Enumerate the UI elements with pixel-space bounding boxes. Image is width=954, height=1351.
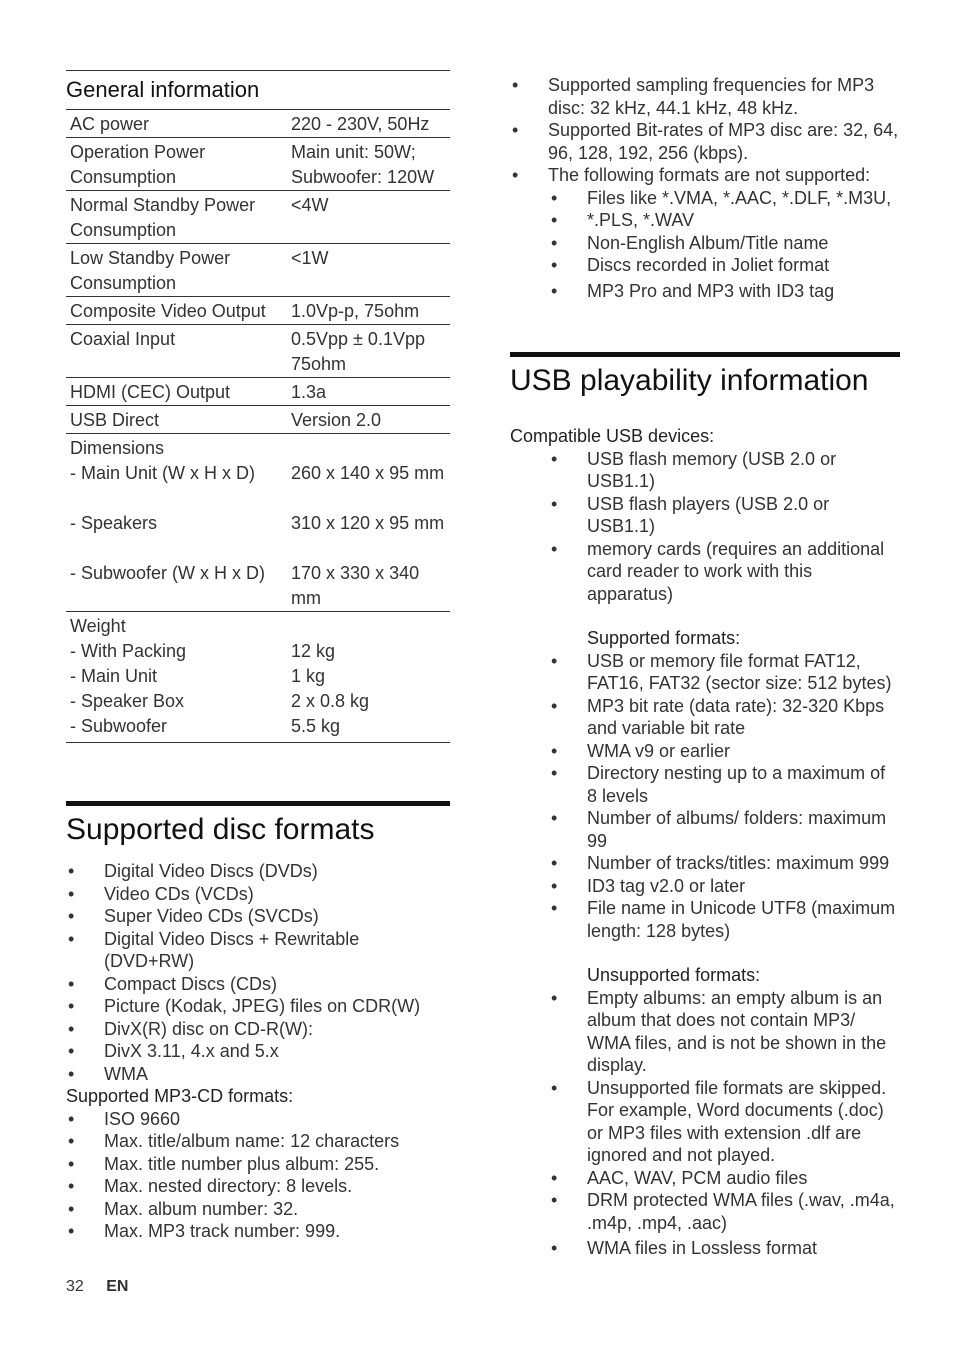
weight-value: 1 kg: [291, 666, 326, 686]
spec-key: Normal Standby Power Consumption: [70, 195, 256, 240]
compatible-usb-list: [510, 448, 900, 606]
list-item: • AAC, WAV, PCM audio files: [510, 1167, 900, 1190]
list-item: • Picture (Kodak, JPEG) files on CDR(W): [66, 995, 450, 1018]
list-item: • Super Video CDs (SVCDs): [66, 905, 450, 928]
list-item: • Non-English Album/Title name: [510, 232, 900, 255]
spec-key: AC power: [70, 114, 150, 134]
disc-formats-heading: Supported disc formats: [66, 813, 375, 846]
dim-speakers-value: 310 x 120 x 95 mm: [291, 513, 445, 533]
list-item: • Digital Video Discs (DVDs): [66, 860, 450, 883]
spec-key: Low Standby Power Consumption: [70, 248, 231, 293]
table-row: [66, 325, 450, 378]
list-item: • WMA files in Lossless format: [510, 1237, 900, 1260]
spec-value: <1W: [291, 248, 329, 268]
list-item: • Video CDs (VCDs): [66, 883, 450, 906]
supported-formats-head: Supported formats:: [587, 628, 741, 648]
list-item: • Number of tracks/titles: maximum 999: [510, 852, 900, 875]
dim-main-value: 260 x 140 x 95 mm: [291, 463, 445, 483]
list-item: • MP3 Pro and MP3 with ID3 tag: [510, 280, 900, 303]
usb-heading: USB playability information: [510, 364, 869, 397]
spec-key: Coaxial Input: [70, 329, 176, 349]
list-item: • The following formats are not supported:: [510, 164, 900, 187]
table-row: [66, 406, 450, 434]
table-row: [66, 138, 450, 191]
list-item: • DRM protected WMA files (.wav, .m4a, .m4p, .mp4, .aac): [510, 1189, 900, 1234]
list-item: • *.PLS, *.WAV: [510, 209, 900, 232]
weight-key: - Main Unit: [70, 666, 158, 686]
language-code: EN: [106, 1278, 129, 1295]
unsupported-formats-head: Unsupported formats:: [587, 965, 761, 985]
disc-formats-list: [66, 860, 450, 1085]
list-item: • USB flash players (USB 2.0 or USB1.1): [510, 493, 900, 538]
spec-table: [66, 109, 450, 743]
general-information-title: General information: [66, 70, 450, 109]
heading-rule: [66, 801, 450, 806]
spec-key: USB Direct: [70, 410, 160, 430]
table-row: [66, 378, 450, 406]
mp3-cd-formats-head: Supported MP3-CD formats:: [66, 1086, 294, 1106]
table-row-weight: [66, 612, 450, 743]
heading-rule: [510, 352, 900, 357]
list-item: • Directory nesting up to a maximum of 8 levels: [510, 762, 900, 807]
list-item: • memory cards (requires an additional card reader to work with this apparatus): [510, 538, 900, 606]
spec-value: 220 - 230V, 50Hz: [291, 114, 430, 134]
spec-key: HDMI (CEC) Output: [70, 382, 231, 402]
list-item: • Number of albums/ folders: maximum 99: [510, 807, 900, 852]
list-item: • Max. nested directory: 8 levels.: [66, 1175, 450, 1198]
right-column: [510, 74, 900, 1260]
list-item: • USB or memory file format FAT12, FAT16, FAT32 (sector size: 512 bytes): [510, 650, 900, 695]
list-item: • MP3 bit rate (data rate): 32-320 Kbps and variable bit rate: [510, 695, 900, 740]
table-row: [66, 244, 450, 297]
weight-key: - Speaker Box: [70, 691, 185, 711]
dim-main-key: - Main Unit (W x H x D): [70, 463, 256, 483]
list-item: • File name in Unicode UTF8 (maximum length: 128 bytes): [510, 897, 900, 942]
list-item: • Max. title number plus album: 255.: [66, 1153, 450, 1176]
list-item: • Files like *.VMA, *.AAC, *.DLF, *.M3U,: [510, 187, 900, 210]
supported-formats-list: [510, 650, 900, 943]
list-item: • Max. MP3 track number: 999.: [66, 1220, 450, 1243]
weight-label: Weight: [70, 616, 126, 636]
table-row-dimensions: [66, 434, 450, 612]
page-number: 32: [66, 1278, 84, 1295]
list-item: • Discs recorded in Joliet format: [510, 254, 900, 277]
list-item: • Supported Bit-rates of MP3 disc are: 32, 64, 96, 128, 192, 256 (kbps).: [510, 119, 900, 164]
spec-value: Main unit: 50W; Subwoofer: 120W: [291, 142, 435, 187]
list-item: • Max. album number: 32.: [66, 1198, 450, 1221]
spec-value: <4W: [291, 195, 329, 215]
weight-value: 2 x 0.8 kg: [291, 691, 370, 711]
table-row: [66, 110, 450, 138]
spec-value: 1.0Vp-p, 75ohm: [291, 301, 420, 321]
spec-value: 1.3a: [291, 382, 327, 402]
weight-key: - Subwoofer: [70, 716, 168, 736]
weight-value: 5.5 kg: [291, 716, 341, 736]
compatible-usb-head: Compatible USB devices:: [510, 426, 715, 446]
spec-key: Composite Video Output: [70, 301, 266, 321]
list-item: • ISO 9660: [66, 1108, 450, 1131]
dim-speakers-key: - Speakers: [70, 513, 158, 533]
list-item: • Max. title/album name: 12 characters: [66, 1130, 450, 1153]
dim-subwoofer-key: - Subwoofer (W x H x D): [70, 563, 266, 583]
table-row: [66, 297, 450, 325]
weight-key: - With Packing: [70, 641, 187, 661]
list-item: • DivX 3.11, 4.x and 5.x: [66, 1040, 450, 1063]
weight-value: 12 kg: [291, 641, 336, 661]
page-footer: [66, 1278, 128, 1296]
list-item: • ID3 tag v2.0 or later: [510, 875, 900, 898]
dimensions-label: Dimensions: [70, 438, 165, 458]
left-column: [66, 70, 450, 1243]
list-item: • Supported sampling frequencies for MP3 disc: 32 kHz, 44.1 kHz, 48 kHz.: [510, 74, 900, 119]
mp3-cd-formats-list: [66, 1108, 450, 1243]
list-item: • WMA v9 or earlier: [510, 740, 900, 763]
mp3-info-list: [510, 74, 900, 187]
list-item: • USB flash memory (USB 2.0 or USB1.1): [510, 448, 900, 493]
list-item: • Empty albums: an empty album is an album that does not contain MP3/ WMA files, and is not be shown in the display.: [510, 987, 900, 1077]
spec-value: Version 2.0: [291, 410, 382, 430]
spec-value: 0.5Vpp ± 0.1Vpp 75ohm: [291, 329, 425, 374]
list-item: • Digital Video Discs + Rewritable (DVD+RW): [66, 928, 450, 973]
list-item: • WMA: [66, 1063, 450, 1086]
dim-subwoofer-value: 170 x 330 x 340 mm: [291, 563, 420, 608]
unsupported-mp3-list: [510, 187, 900, 303]
list-item: • Unsupported file formats are skipped. For example, Word documents (.doc) or MP3 files with extension .dlf are ignored and not played.: [510, 1077, 900, 1167]
unsupported-formats-list: [510, 987, 900, 1260]
list-item: • DivX(R) disc on CD-R(W):: [66, 1018, 450, 1041]
table-row: [66, 191, 450, 244]
spec-key: Operation Power Consumption: [70, 142, 206, 187]
list-item: • Compact Discs (CDs): [66, 973, 450, 996]
